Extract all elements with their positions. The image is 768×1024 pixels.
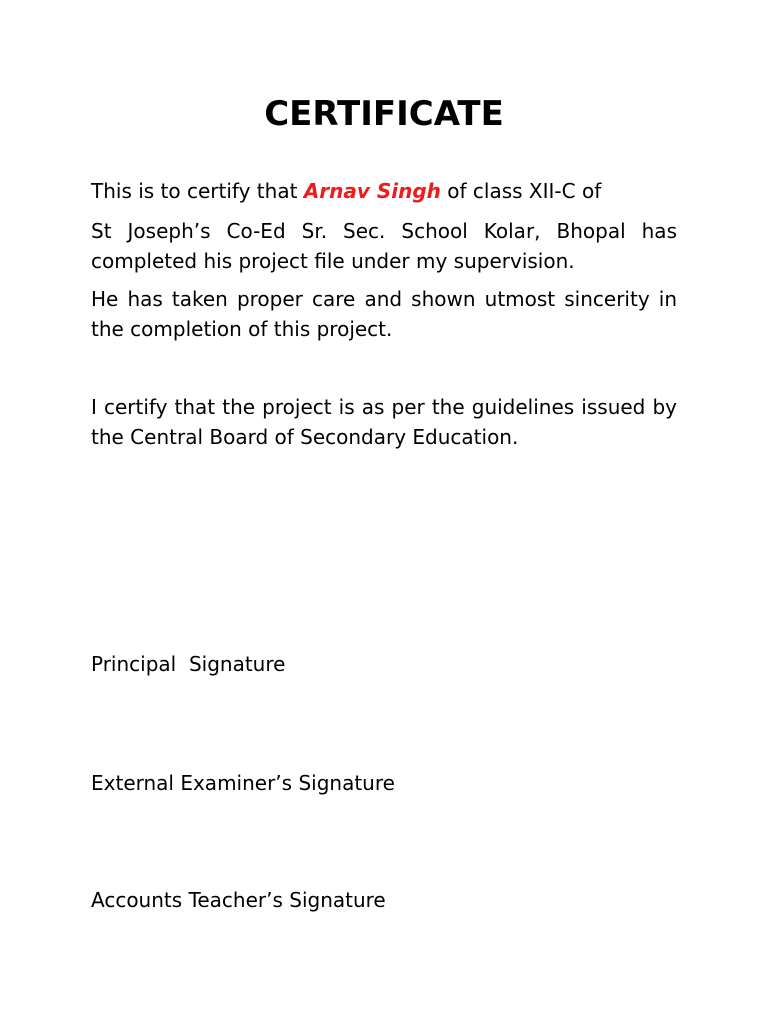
care-paragraph: He has taken proper care and shown utmost sincerity in the completion of this project. (91, 287, 677, 341)
guidelines-paragraph: I certify that the project is as per the guidelines issued by the Central Board of Secondary Education. (91, 395, 677, 449)
class-text: of class XII-C of (440, 179, 602, 203)
page-title: CERTIFICATE (264, 94, 504, 134)
principal-signature-label: Principal Signature (91, 652, 286, 676)
student-name: Arnav Singh (303, 179, 441, 203)
intro-text: This is to certify that (91, 179, 304, 203)
accounts-teacher-signature-label: Accounts Teacher’s Signature (91, 888, 386, 912)
school-paragraph: St Joseph’s Co-Ed Sr. Sec. School Kolar, Bhopal has completed his project file under my supervision. (91, 219, 677, 273)
certify-intro-line (91, 177, 677, 207)
external-examiner-signature-label: External Examiner’s Signature (91, 771, 395, 795)
